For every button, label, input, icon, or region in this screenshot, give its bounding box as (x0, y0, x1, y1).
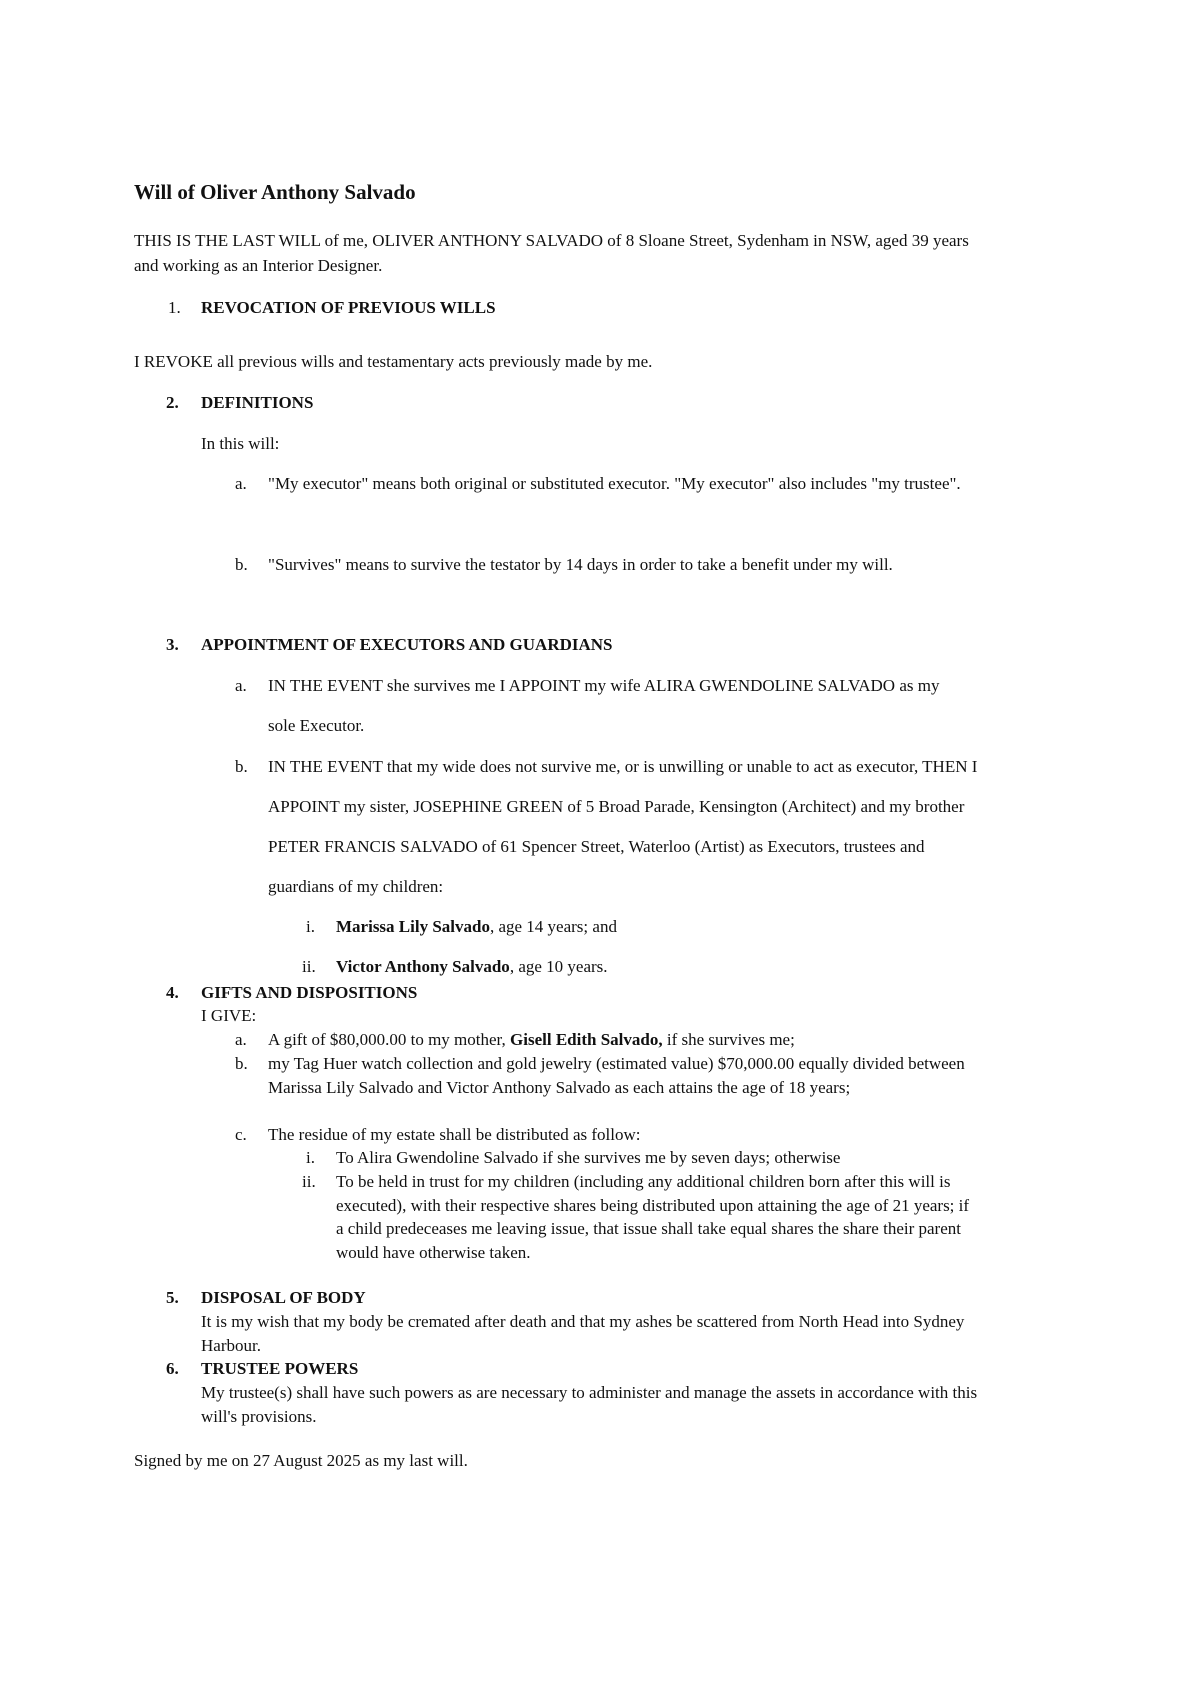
gift-b-text: my Tag Huer watch collection and gold jewelry (estimated value) $70,000.00 equally divided between Marissa Lily Salvado and Victor Anthony Salvado as each attains the age of 18 years; (268, 1054, 965, 1097)
appointment-b-label: b. (235, 757, 248, 776)
section-5-number: 5. (166, 1288, 179, 1307)
definition-b-text: "Survives" means to survive the testator by 14 days in order to take a benefit under my will. (268, 555, 893, 574)
gift-a-label: a. (235, 1030, 247, 1049)
residue-i-label: i. (306, 1148, 315, 1167)
section-4-number: 4. (166, 983, 179, 1002)
section-5-text: It is my wish that my body be cremated after death and that my ashes be scattered from North Head into Sydney Harbour. (201, 1312, 965, 1355)
definition-a-label: a. (235, 474, 247, 493)
section-4-intro: I GIVE: (201, 1006, 257, 1025)
child-ii-label: ii. (302, 957, 316, 976)
section-6-heading: TRUSTEE POWERS (201, 1359, 359, 1378)
section-2-intro: In this will: (201, 434, 280, 453)
child-age: , age 14 years; and (489, 917, 617, 936)
residue-i-text: To Alira Gwendoline Salvado if she survives me by seven days; otherwise (336, 1148, 841, 1167)
document-title: Will of Oliver Anthony Salvado (134, 180, 416, 204)
appointment-a-text: IN THE EVENT she survives me I APPOINT my wife ALIRA GWENDOLINE SALVADO as my sole Executor. (268, 676, 940, 735)
section-1-text: I REVOKE all previous wills and testamentary acts previously made by me. (134, 352, 653, 371)
section-6-text: My trustee(s) shall have such powers as are necessary to administer and manage the assets in accordance with this will's provisions. (201, 1383, 978, 1426)
gift-c-text: The residue of my estate shall be distributed as follow: (268, 1125, 641, 1144)
child-i (336, 917, 617, 937)
section-4-heading: GIFTS AND DISPOSITIONS (201, 983, 418, 1002)
child-name: Victor Anthony Salvado (336, 957, 510, 976)
appointment-b-text: IN THE EVENT that my wide does not survive me, or is unwilling or unable to act as executor, THEN I APPOINT my sister, JOSEPHINE GREEN of 5 Broad Parade, Kensington (Architect) and my brother PETER FRANCIS SALVADO of 61 Spencer Street, Waterloo (Artist) as Executors, trustees and guardians of my children: (268, 757, 978, 896)
section-1-heading: REVOCATION OF PREVIOUS WILLS (201, 298, 496, 317)
child-i-label: i. (306, 917, 315, 936)
definition-a-text: "My executor" means both original or substituted executor. "My executor" also includes "my trustee". (268, 474, 961, 493)
gift-a-post: if she survives me; (662, 1030, 795, 1049)
residue-ii-label: ii. (302, 1172, 316, 1191)
appointment-a-label: a. (235, 676, 247, 695)
gift-b-label: b. (235, 1054, 248, 1073)
intro-paragraph: THIS IS THE LAST WILL of me, OLIVER ANTHONY SALVADO of 8 Sloane Street, Sydenham in NSW, aged 39 years and working as an Interior Designer. (134, 231, 969, 275)
section-1-number: 1. (168, 298, 181, 317)
section-5-heading: DISPOSAL OF BODY (201, 1288, 366, 1307)
definition-b-label: b. (235, 555, 248, 574)
residue-ii-text: To be held in trust for my children (including any additional children born after this will is executed), with their respective shares being distributed upon attaining the age of 21 years; if a child predeceases me leaving issue, that issue shall take equal shares the share their parent would have otherwise taken. (336, 1172, 970, 1262)
gift-a-text (268, 1030, 795, 1050)
section-2-number: 2. (166, 393, 179, 412)
section-3-heading: APPOINTMENT OF EXECUTORS AND GUARDIANS (201, 635, 613, 654)
child-name: Marissa Lily Salvado (336, 917, 490, 936)
section-3-number: 3. (166, 635, 179, 654)
signature-line: Signed by me on 27 August 2025 as my last will. (134, 1451, 468, 1470)
gift-c-label: c. (235, 1125, 247, 1144)
gift-a-pre: A gift of $80,000.00 to my mother, (268, 1030, 511, 1049)
section-6-number: 6. (166, 1359, 179, 1378)
child-ii (336, 957, 608, 977)
section-2-heading: DEFINITIONS (201, 393, 314, 412)
child-age: , age 10 years. (509, 957, 608, 976)
gift-a-recipient: Gisell Edith Salvado, (510, 1030, 663, 1049)
